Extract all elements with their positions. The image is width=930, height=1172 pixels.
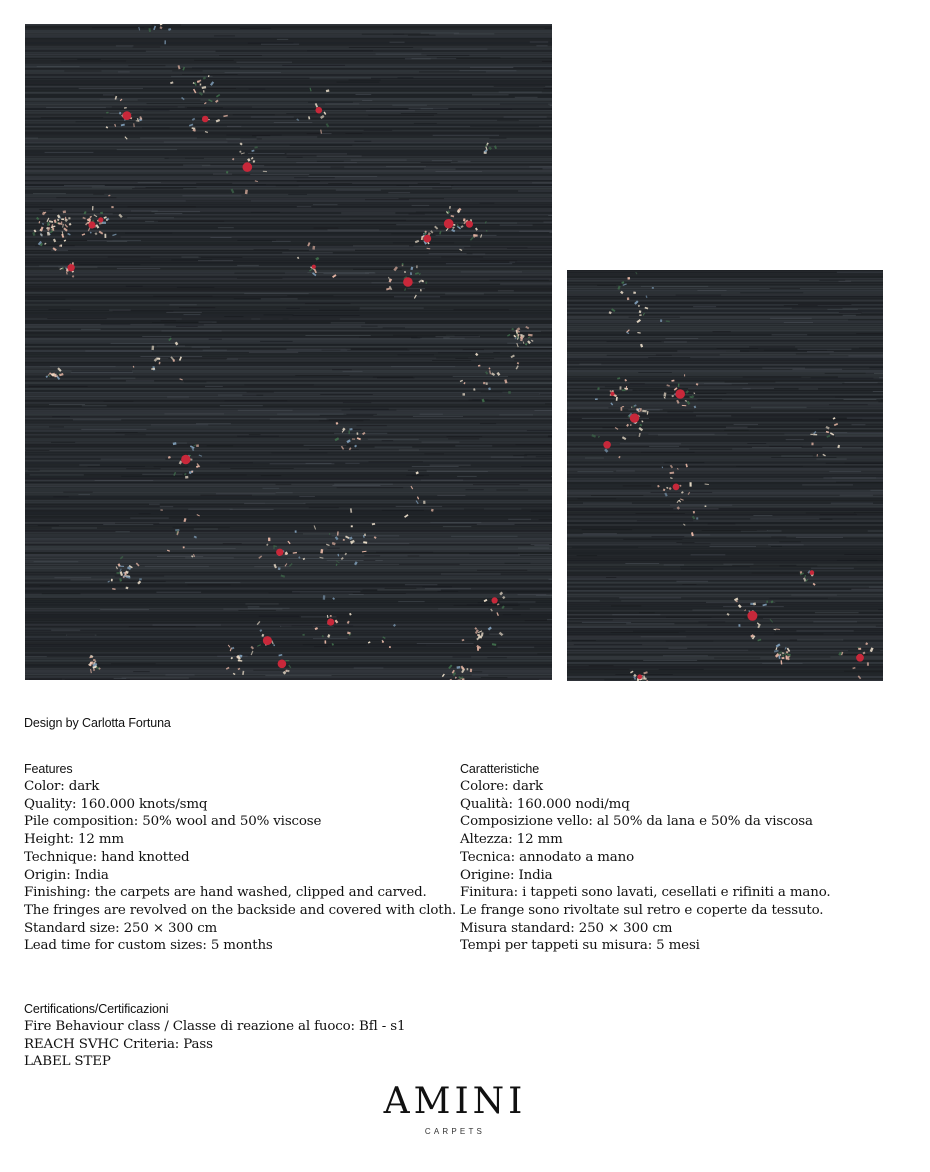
feature-line: Le frange sono rivoltate sul retro e coperte da tessuto.: [460, 902, 824, 918]
caratteristiche-heading: Caratteristiche: [460, 762, 540, 776]
certification-line: LABEL STEP: [24, 1054, 111, 1070]
feature-line: Technique: hand knotted: [24, 849, 190, 865]
feature-line: Finishing: the carpets are hand washed, clipped and carved.: [24, 885, 427, 901]
feature-line: Misura standard: 250 × 300 cm: [460, 920, 673, 936]
designer-credit: Design by Carlotta Fortuna: [24, 716, 171, 730]
carpet-image-full: [25, 24, 552, 680]
carpet-image-detail: [567, 270, 883, 681]
carpet-pattern-full: [25, 24, 552, 680]
feature-line: Qualità: 160.000 nodi/mq: [460, 796, 630, 812]
certifications-heading: Certifications/Certificazioni: [24, 1002, 169, 1016]
feature-line: Color: dark: [24, 779, 100, 794]
certification-line: REACH SVHC Criteria: Pass: [24, 1036, 213, 1052]
feature-line: The fringes are revolved on the backside and covered with cloth.: [24, 902, 457, 918]
features-english: [24, 762, 457, 955]
feature-line: Quality: 160.000 knots/smq: [24, 796, 208, 812]
feature-line: Lead time for custom sizes: 5 months: [24, 938, 273, 954]
feature-line: Tempi per tappeti su misura: 5 mesi: [460, 938, 700, 954]
carpet-pattern-detail: [567, 270, 883, 681]
feature-line: Colore: dark: [460, 779, 544, 794]
features-heading: Features: [24, 762, 73, 776]
feature-line: Origin: India: [24, 867, 109, 883]
feature-line: Origine: India: [460, 867, 553, 883]
feature-line: Tecnica: annodato a mano: [460, 849, 635, 865]
certifications: [24, 1002, 405, 1071]
logo-wordmark: AMINI: [383, 1081, 527, 1122]
feature-line: Finitura: i tappeti sono lavati, cesellati e rifiniti a mano.: [460, 885, 831, 901]
amini-logo: [330, 1082, 580, 1136]
features-italian: [460, 762, 900, 955]
logo-tagline: CARPETS: [424, 1127, 486, 1136]
feature-line: Height: 12 mm: [24, 832, 124, 848]
certification-line: Fire Behaviour class / Classe di reazione al fuoco: Bfl - s1: [24, 1019, 406, 1034]
feature-line: Altezza: 12 mm: [460, 832, 563, 848]
feature-line: Standard size: 250 × 300 cm: [24, 920, 218, 936]
feature-line: Composizione vello: al 50% da lana e 50% da viscosa: [460, 814, 813, 830]
feature-line: Pile composition: 50% wool and 50% viscose: [24, 814, 322, 830]
